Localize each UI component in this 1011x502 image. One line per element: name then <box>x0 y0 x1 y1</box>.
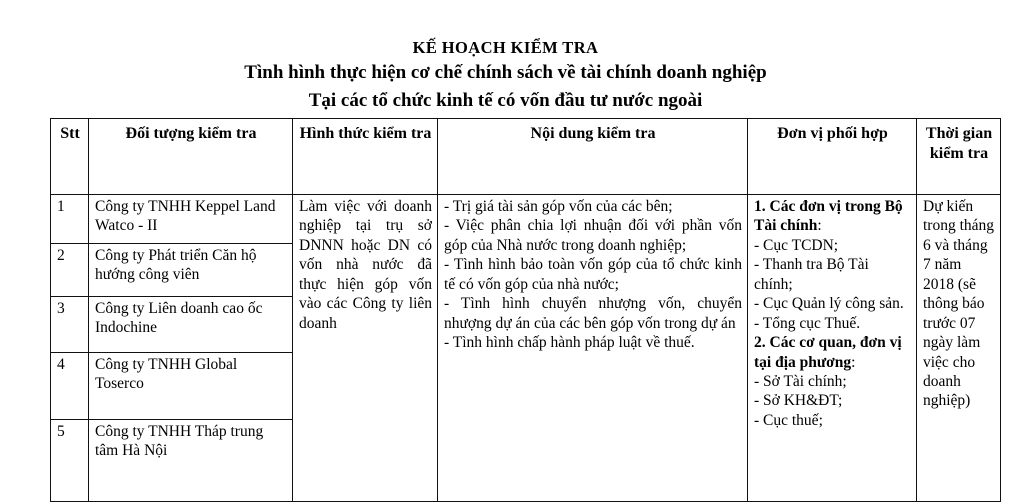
inspection-plan-table <box>50 118 1001 502</box>
unit-group-2-colon: : <box>851 353 856 371</box>
content-line: - Tình hình chuyển nhượng vốn, chuyển nhượng dự án của các bên góp vốn trong dự án <box>444 295 742 332</box>
page-subtitle-2: Tại các tổ chức kinh tế có vốn đầu tư nước ngoài <box>308 90 703 112</box>
unit-item: - Sở Tài chính; <box>754 372 847 390</box>
unit-item: - Tổng cục Thuế. <box>754 314 861 332</box>
cell-stt: 2 <box>51 244 89 297</box>
table-header-row <box>51 119 1001 195</box>
column-header-unit: Đơn vị phối hợp <box>748 119 917 195</box>
cell-object: Công ty Liên doanh cao ốc Indochine <box>89 297 293 353</box>
cell-form-merged: Làm việc với doanh nghiệp tại trụ sở DNNN hoặc DN có vốn nhà nước đã thực hiện góp vốn vào các Công ty liên doanh <box>293 195 438 502</box>
cell-unit-merged <box>748 195 917 502</box>
unit-group-1-colon: : <box>817 217 822 235</box>
unit-item: - Cục thuế; <box>754 411 823 429</box>
content-line: - Tình hình bảo toàn vốn góp của tổ chức kinh tế có vốn góp của nhà nước; <box>444 256 742 293</box>
cell-stt: 3 <box>51 297 89 353</box>
page-subtitle-1: Tình hình thực hiện cơ chế chính sách về tài chính doanh nghiệp <box>244 62 767 84</box>
column-header-form: Hình thức kiểm tra <box>293 119 438 195</box>
cell-content-merged <box>438 195 748 502</box>
unit-group-2 <box>754 333 911 430</box>
column-header-stt: Stt <box>51 119 89 195</box>
unit-item: - Cục Quản lý công sản. <box>754 295 904 313</box>
table-row <box>51 195 1001 244</box>
cell-object: Công ty TNHH Tháp trung tâm Hà Nội <box>89 420 293 502</box>
cell-time-merged: Dự kiến trong tháng 6 và tháng 7 năm 2018 (sẽ thông báo trước 07 ngày làm việc cho doanh nghiệp) <box>917 195 1001 502</box>
unit-item: - Cục TCDN; <box>754 236 839 254</box>
column-header-content: Nội dung kiểm tra <box>438 119 748 195</box>
unit-group-1-heading: 1. Các đơn vị trong Bộ Tài chính <box>754 198 903 235</box>
cell-stt: 5 <box>51 420 89 502</box>
cell-object: Công ty Phát triển Căn hộ hướng công viên <box>89 244 293 297</box>
cell-object: Công ty TNHH Keppel Land Watco - II <box>89 195 293 244</box>
unit-item: - Thanh tra Bộ Tài chính; <box>754 256 869 293</box>
unit-group-1 <box>754 197 911 333</box>
unit-item: - Sở KH&ĐT; <box>754 392 843 410</box>
document-title-block <box>0 0 1011 115</box>
content-line: - Trị giá tài sản góp vốn của các bên; <box>444 198 673 215</box>
column-header-time: Thời gian kiểm tra <box>917 119 1001 195</box>
column-header-object: Đối tượng kiểm tra <box>89 119 293 195</box>
unit-group-2-heading: 2. Các cơ quan, đơn vị tại địa phương <box>754 334 902 371</box>
content-line: - Việc phân chia lợi nhuận đối với phần vốn góp của Nhà nước trong doanh nghiệp; <box>444 217 742 254</box>
cell-stt: 4 <box>51 353 89 420</box>
cell-stt: 1 <box>51 195 89 244</box>
content-line: - Tình hình chấp hành pháp luật về thuế. <box>444 334 695 352</box>
page-title: KẾ HOẠCH KIỂM TRA <box>412 38 599 57</box>
cell-object: Công ty TNHH Global Toserco <box>89 353 293 420</box>
inspection-plan-table-wrapper <box>50 118 1000 502</box>
